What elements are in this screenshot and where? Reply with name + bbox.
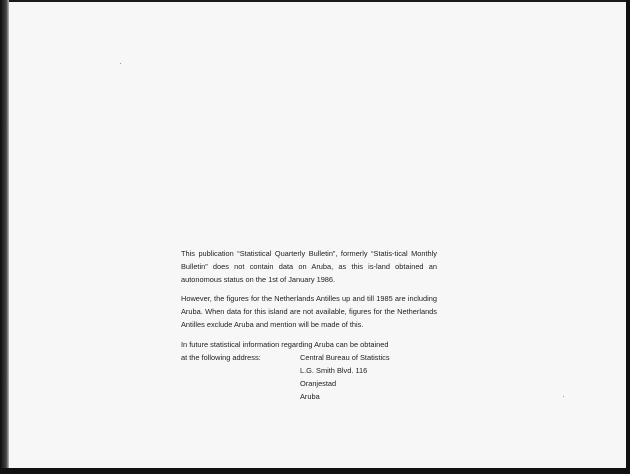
paragraph-netherlands-antilles: However, the figures for the Netherlands Antilles up and till 1985 are including Aruba. When data for this island are not available, figures for the Netherlands Antilles exclude Aruba and mention will be made of this. (181, 294, 437, 330)
bottom-edge-shadow (0, 468, 630, 474)
address-section (181, 351, 437, 403)
address-line-organization: Central Bureau of Statistics (300, 352, 390, 362)
binding-edge-shadow (0, 0, 9, 474)
notice-text-block (181, 247, 437, 403)
right-edge-shadow (626, 0, 630, 474)
paragraph-aruba-exclusion: This publication “Statistical Quarterly Bulletin”, formerly “Statis-tical Monthly Bulletin” does not contain data on Aruba, as this is-land obtained an autonomous status on the 1st of January 1986. (181, 249, 437, 285)
scan-speck (563, 396, 564, 397)
address-line-city: Oranjestad (300, 378, 337, 388)
address-line-country: Aruba (300, 391, 320, 401)
paragraph-future-information: In future statistical information regarding Aruba can be obtained (181, 339, 389, 349)
address-lines (300, 351, 390, 403)
scan-speck (120, 63, 121, 64)
address-label: at the following address: (181, 352, 261, 362)
address-line-street: L.G. Smith Blvd. 116 (300, 365, 368, 375)
